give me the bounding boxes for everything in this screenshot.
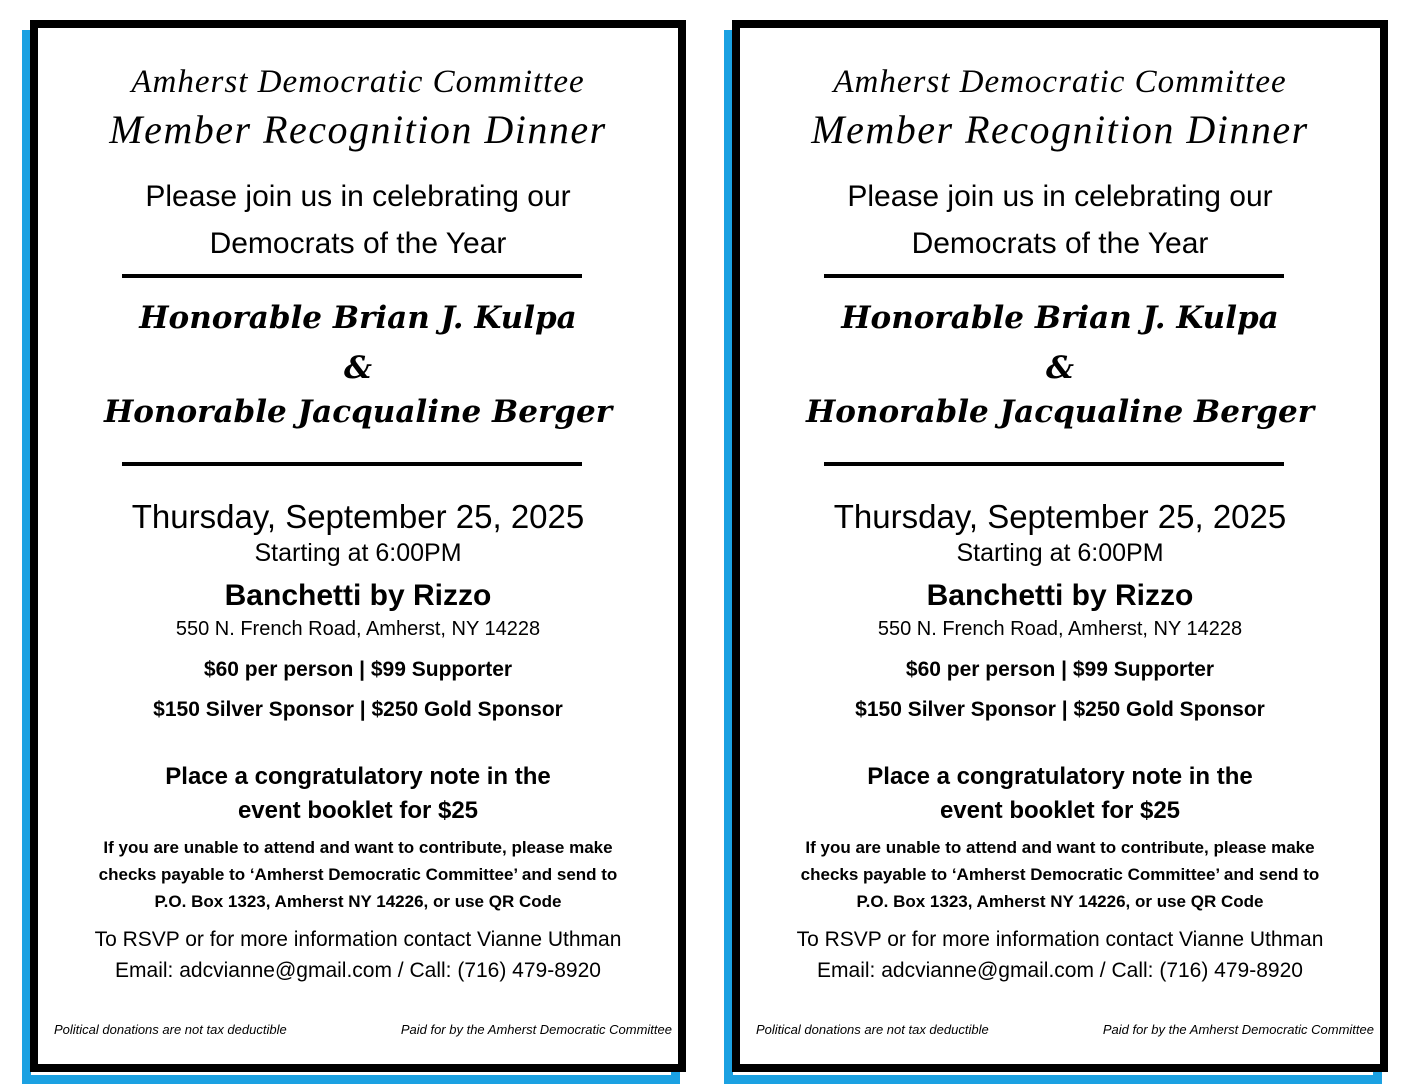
rsvp-info	[740, 924, 1380, 986]
honoree-name: Honorable Jacqualine Berger	[805, 394, 1315, 430]
event-title: Member Recognition Dinner	[811, 107, 1309, 152]
intro-line: Democrats of the Year	[911, 227, 1209, 260]
organization-name: Amherst Democratic Committee	[131, 64, 585, 100]
divider	[824, 462, 1284, 466]
intro-line: Please join us in celebrating our	[847, 180, 1273, 213]
organization-name: Amherst Democratic Committee	[833, 64, 1287, 100]
flyer-content	[740, 28, 1380, 1064]
paid-for-notice: Paid for by the Amherst Democratic Committee	[400, 1022, 672, 1037]
honoree-name: Honorable Brian J. Kulpa	[139, 300, 577, 336]
intro-line: Democrats of the Year	[209, 227, 507, 260]
start-time: Starting at 6:00PM	[254, 539, 462, 567]
note-line: Place a congratulatory note in the	[165, 763, 551, 790]
tax-disclaimer: Political donations are not tax deductible	[756, 1022, 989, 1037]
divider	[122, 274, 582, 278]
intro-text	[740, 173, 1380, 267]
intro-text	[38, 173, 678, 267]
venue-address: 550 N. French Road, Amherst, NY 14228	[175, 618, 541, 640]
booklet-note	[740, 760, 1380, 828]
paid-for-notice: Paid for by the Amherst Democratic Committee	[1102, 1022, 1374, 1037]
event-title: Member Recognition Dinner	[109, 107, 607, 152]
note-line: event booklet for $25	[237, 797, 479, 824]
contribution-line: P.O. Box 1323, Amherst NY 14226, or use QR Code	[856, 892, 1264, 911]
pricing-line: $150 Silver Sponsor | $250 Gold Sponsor	[153, 698, 563, 721]
footer	[54, 1022, 672, 1037]
rsvp-contact-line: Email: adcvianne@gmail.com / Call: (716) 479-8920	[817, 959, 1303, 982]
contribution-line: If you are unable to attend and want to contribute, please make	[103, 838, 613, 857]
pricing-line: $150 Silver Sponsor | $250 Gold Sponsor	[855, 698, 1265, 721]
flyer-right	[724, 20, 1394, 1078]
rsvp-line: To RSVP or for more information contact Vianne Uthman	[796, 928, 1324, 951]
flyer-left	[22, 20, 692, 1078]
event-date: Thursday, September 25, 2025	[833, 498, 1287, 535]
contribution-line: If you are unable to attend and want to contribute, please make	[805, 838, 1315, 857]
contribution-line: P.O. Box 1323, Amherst NY 14226, or use QR Code	[154, 892, 562, 911]
pricing-line: $60 per person | $99 Supporter	[203, 658, 513, 681]
venue-name: Banchetti by Rizzo	[224, 579, 492, 612]
honoree-name: Honorable Brian J. Kulpa	[841, 300, 1279, 336]
booklet-note	[38, 760, 678, 828]
footer	[756, 1022, 1374, 1037]
divider	[122, 462, 582, 466]
intro-line: Please join us in celebrating our	[145, 180, 571, 213]
ampersand: &	[344, 350, 372, 386]
divider	[824, 274, 1284, 278]
venue-address: 550 N. French Road, Amherst, NY 14228	[877, 618, 1243, 640]
contribution-info	[38, 834, 678, 915]
rsvp-contact-line: Email: adcvianne@gmail.com / Call: (716) 479-8920	[115, 959, 601, 982]
tax-disclaimer: Political donations are not tax deductible	[54, 1022, 287, 1037]
event-date: Thursday, September 25, 2025	[131, 498, 585, 535]
pricing-line: $60 per person | $99 Supporter	[905, 658, 1215, 681]
contribution-info	[740, 834, 1380, 915]
start-time: Starting at 6:00PM	[956, 539, 1164, 567]
contribution-line: checks payable to ‘Amherst Democratic Committee’ and send to	[98, 865, 618, 884]
note-line: event booklet for $25	[939, 797, 1181, 824]
contribution-line: checks payable to ‘Amherst Democratic Committee’ and send to	[800, 865, 1320, 884]
honoree-name: Honorable Jacqualine Berger	[103, 394, 613, 430]
flyer-content	[38, 28, 678, 1064]
rsvp-line: To RSVP or for more information contact Vianne Uthman	[94, 928, 622, 951]
venue-name: Banchetti by Rizzo	[926, 579, 1194, 612]
ampersand: &	[1046, 350, 1074, 386]
note-line: Place a congratulatory note in the	[867, 763, 1253, 790]
rsvp-info	[38, 924, 678, 986]
